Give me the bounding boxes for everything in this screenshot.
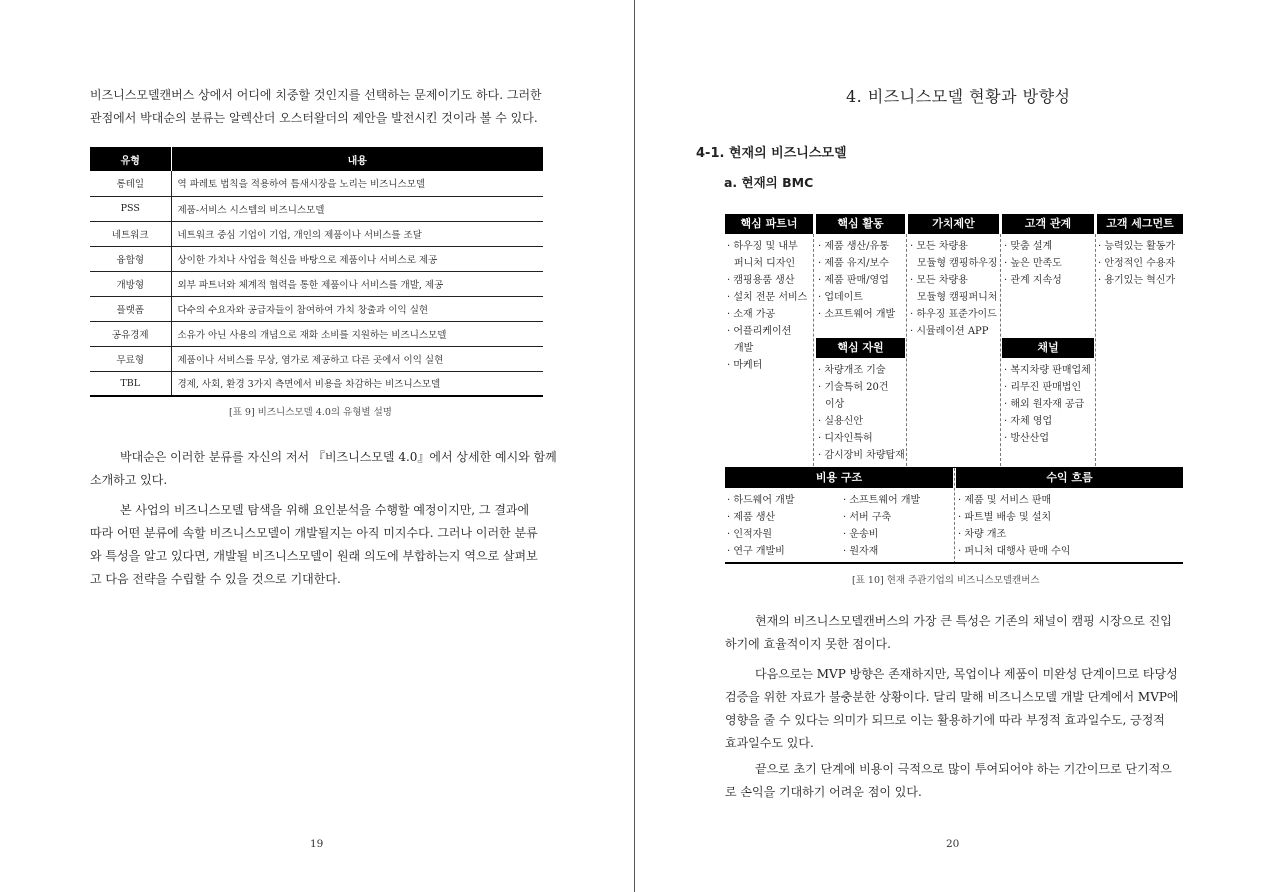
section-title: 4-1. 현재의 비즈니스모델	[696, 146, 847, 161]
content-cell: 소유가 아닌 사용의 개념으로 재화 소비를 지원하는 비즈니스모델	[171, 321, 543, 346]
content-cell: 경제, 사회, 환경 3가지 측면에서 비용을 차감하는 비즈니스모델	[171, 371, 543, 396]
text-line: 본 사업의 비즈니스모델 탐색을 위해 요인분석을 수행할 예정이지만, 그 결과에	[120, 503, 530, 517]
table-row	[90, 196, 543, 221]
list-item: 모듈형 캠핑하우징	[917, 258, 998, 269]
list-item: · 하우징 및 내부	[727, 241, 798, 252]
table-header-row	[90, 147, 543, 171]
content-cell: 네트워크 중심 기업이 기업, 개인의 제품이나 서비스를 조달	[171, 221, 543, 246]
list-item: · 능력있는 활동가	[1098, 241, 1176, 252]
customer-relationships-header: 고객 관계	[1002, 214, 1094, 234]
list-item: · 인적자원	[727, 529, 772, 540]
content-cell: 다수의 수요자와 공급자들이 참여하여 가치 창출과 이익 실현	[171, 296, 543, 321]
type-cell: 공유경제	[90, 321, 171, 346]
list-item: · 소프트웨어 개발	[818, 309, 896, 320]
content-cell: 제품이나 서비스를 무상, 염가로 제공하고 다른 곳에서 이익 실현	[171, 346, 543, 371]
text-line: 로 손익을 기대하기 어려운 점이 있다.	[725, 785, 922, 799]
table-row	[90, 371, 543, 396]
text-line: 소개하고 있다.	[90, 473, 168, 487]
list-item: · 차량개조 기술	[818, 365, 886, 376]
column-separator	[813, 234, 814, 466]
list-item: 이상	[825, 399, 845, 410]
column-separator	[1000, 234, 1001, 466]
list-item: 개발	[734, 343, 754, 354]
column-separator	[954, 468, 955, 564]
page-divider	[634, 0, 635, 892]
business-model-canvas	[725, 214, 1183, 564]
list-item: · 업데이트	[818, 292, 863, 303]
paragraph	[90, 499, 538, 591]
page-number: 19	[310, 838, 324, 850]
content-cell: 역 파레토 법칙을 적용하여 틈새시장을 노리는 비즈니스모델	[171, 171, 543, 196]
list-item: · 차량 개조	[958, 529, 1007, 540]
table-row	[90, 296, 543, 321]
list-item: · 감시장비 차량탑재	[818, 450, 905, 461]
text-line: 관점에서 박대순의 분류는 알렉산더 오스터왈더의 제안을 발전시킨 것이라 볼 수 있다.	[90, 111, 538, 125]
text-line: 비즈니스모델캔버스 상에서 어디에 치중할 것인지를 선택하는 문제이기도 하다. 그러한	[90, 88, 542, 102]
list-item: · 시뮬레이션 APP	[910, 326, 989, 337]
channels-list	[1004, 362, 1091, 447]
list-item: · 마케터	[727, 360, 763, 371]
key-resources-header: 핵심 자원	[816, 338, 905, 358]
key-partners-list	[727, 238, 807, 374]
content-cell: 상이한 가치나 사업을 혁신을 바탕으로 제품이나 서비스로 제공	[171, 246, 543, 271]
subsection-title: a. 현재의 BMC	[724, 175, 814, 190]
key-partners-header: 핵심 파트너	[725, 214, 813, 234]
text-line: 효과일수도 있다.	[725, 736, 814, 750]
text-line: 고 다음 전략을 수립할 수 있을 것으로 기대한다.	[90, 572, 341, 586]
text-line: 와 특성을 알고 있다면, 개발될 비즈니스모델이 원래 의도에 부합하는지 역으로 살펴보	[90, 549, 538, 563]
column-header-content: 내용	[171, 147, 543, 171]
list-item: · 제품 유지/보수	[818, 258, 889, 269]
content-cell: 제품-서비스 시스템의 비즈니스모델	[171, 196, 543, 221]
business-model-types-table	[90, 147, 543, 397]
cost-structure-list-a	[727, 492, 795, 560]
chapter-title: 4. 비즈니스모델 현황과 방향성	[846, 87, 1071, 106]
list-item: · 어플리케이션	[727, 326, 792, 337]
list-item: · 제품 생산/유통	[818, 241, 889, 252]
table-caption: [표 9] 비즈니스모델 4.0의 유형별 설명	[229, 407, 392, 418]
list-item: · 제품 판매/영업	[818, 275, 889, 286]
type-cell: TBL	[90, 371, 171, 396]
value-proposition-list	[910, 238, 997, 340]
type-cell: PSS	[90, 196, 171, 221]
list-item: 퍼니처 디자인	[734, 258, 796, 269]
list-item: · 하드웨어 개발	[727, 495, 795, 506]
content-cell: 외부 파트너와 체계적 협력을 통한 제품이나 서비스를 개발, 제공	[171, 271, 543, 296]
text-line: 따라 어떤 분류에 속할 비즈니스모델이 개발될지는 아직 미지수다. 그러나 이러한 분류	[90, 526, 538, 540]
customer-segments-header: 고객 세그먼트	[1097, 214, 1183, 234]
table-row	[90, 346, 543, 371]
bmc-caption: [표 10] 현재 주관기업의 비즈니스모델캔버스	[852, 575, 1040, 586]
customer-segments-list	[1098, 238, 1175, 289]
list-item: · 기술특허 20건	[818, 382, 889, 393]
list-item: · 제품 생산	[727, 512, 776, 523]
list-item: · 실용신안	[818, 416, 863, 427]
page-number: 20	[946, 838, 960, 850]
key-activities-list	[818, 238, 895, 323]
list-item: · 해외 원자재 공급	[1004, 399, 1085, 410]
list-item: · 하우징 표준가이드	[910, 309, 997, 320]
list-item: · 관계 지속성	[1004, 275, 1062, 286]
column-separator	[906, 234, 907, 466]
text-line: 박대순은 이러한 분류를 자신의 저서 『비즈니스모델 4.0』에서 상세한 예시와 함께	[120, 450, 557, 464]
canvas-bottom-line	[725, 562, 1183, 564]
list-item: · 방산산업	[1004, 433, 1049, 444]
list-item: · 연구 개발비	[727, 546, 785, 557]
paragraph	[725, 663, 1179, 755]
list-item: · 복지차량 판매업체	[1004, 365, 1091, 376]
type-cell: 네트워크	[90, 221, 171, 246]
list-item: · 퍼니처 대행사 판매 수익	[958, 546, 1071, 557]
paragraph	[725, 610, 1172, 656]
revenue-streams-header: 수익 흐름	[956, 468, 1183, 488]
text-line: 검증을 위한 자료가 불충분한 상황이다. 달리 말해 비즈니스모델 개발 단계에서 MVP에	[725, 690, 1179, 704]
list-item: · 맞춤 설계	[1004, 241, 1053, 252]
cost-structure-list-b	[843, 492, 920, 560]
list-item: · 안정적인 수용자	[1098, 258, 1176, 269]
list-item: · 용기있는 혁신가	[1098, 275, 1176, 286]
table-row	[90, 246, 543, 271]
value-proposition-header: 가치제안	[908, 214, 999, 234]
paragraph	[90, 446, 557, 492]
revenue-streams-list	[958, 492, 1071, 560]
list-item: · 소재 가공	[727, 309, 776, 320]
list-item: · 자체 영업	[1004, 416, 1053, 427]
list-item: · 설치 전문 서비스	[727, 292, 808, 303]
text-line: 현재의 비즈니스모델캔버스의 가장 큰 특성은 기존의 채널이 캠핑 시장으로 진입	[755, 614, 1172, 628]
paragraph	[725, 758, 1172, 804]
table-row	[90, 321, 543, 346]
list-item: · 운송비	[843, 529, 879, 540]
cost-structure-header: 비용 구조	[725, 468, 953, 488]
text-line: 다음으로는 MVP 방향은 존재하지만, 목업이나 제품이 미완성 단계이므로 타당성	[755, 667, 1178, 681]
type-cell: 무료형	[90, 346, 171, 371]
list-item: · 제품 및 서비스 판매	[958, 495, 1052, 506]
column-separator	[1095, 234, 1096, 466]
list-item: 모듈형 캠핑퍼니처	[917, 292, 998, 303]
list-item: · 서버 구축	[843, 512, 892, 523]
list-item: · 원자재	[843, 546, 879, 557]
table-row	[90, 221, 543, 246]
customer-relationships-list	[1004, 238, 1062, 289]
list-item: · 높은 만족도	[1004, 258, 1062, 269]
list-item: · 소프트웨어 개발	[843, 495, 921, 506]
list-item: · 파트별 배송 및 설치	[958, 512, 1052, 523]
key-resources-list	[818, 362, 905, 464]
list-item: · 모든 차량용	[910, 275, 968, 286]
text-line: 영향을 줄 수 있다는 의미가 되므로 이는 활용하기에 따라 부정적 효과일수도, 긍정적	[725, 713, 1165, 727]
list-item: · 모든 차량용	[910, 241, 968, 252]
type-cell: 융합형	[90, 246, 171, 271]
text-line: 하기에 효율적이지 못한 점이다.	[725, 637, 891, 651]
intro-paragraph	[90, 84, 542, 130]
key-activities-header: 핵심 활동	[816, 214, 905, 234]
table-row	[90, 171, 543, 196]
text-line: 끝으로 초기 단계에 비용이 극적으로 많이 투여되어야 하는 기간이므로 단기적으	[755, 762, 1172, 776]
channels-header: 채널	[1002, 338, 1094, 358]
type-cell: 개방형	[90, 271, 171, 296]
column-header-type: 유형	[90, 147, 171, 171]
list-item: · 리무진 판매법인	[1004, 382, 1082, 393]
list-item: · 캠핑용품 생산	[727, 275, 795, 286]
type-cell: 플랫폼	[90, 296, 171, 321]
table-row	[90, 271, 543, 296]
list-item: · 디자인특허	[818, 433, 873, 444]
type-cell: 롱테일	[90, 171, 171, 196]
